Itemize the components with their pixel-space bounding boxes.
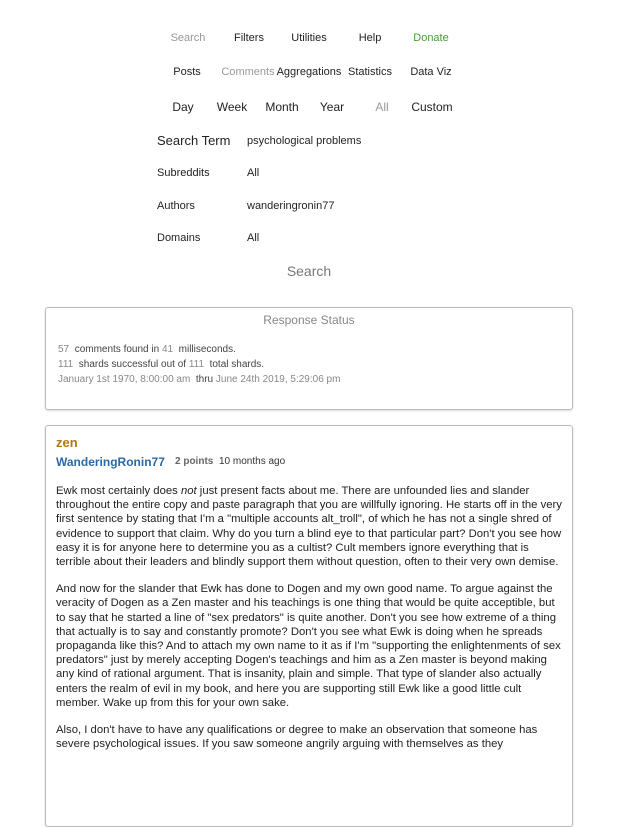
timeframe-all[interactable]: All — [375, 100, 389, 114]
status-dates-line — [58, 374, 340, 385]
domains-input[interactable]: All — [247, 232, 260, 244]
domains-label: Domains — [157, 232, 201, 244]
status-shards-line — [58, 359, 264, 370]
comment-body — [56, 484, 562, 764]
date-from: January 1st 1970, 8:00:00 am — [58, 374, 191, 385]
subreddits-label: Subreddits — [157, 167, 210, 179]
comment-author[interactable]: WanderingRonin77 — [56, 455, 165, 469]
nav-posts[interactable]: Posts — [173, 66, 201, 78]
nav-row-main — [0, 32, 618, 52]
shards-total: 111 — [188, 359, 205, 370]
nav-row-timeframe — [0, 100, 618, 120]
nav-utilities[interactable]: Utilities — [291, 32, 327, 44]
timeframe-day[interactable]: Day — [172, 100, 194, 114]
milliseconds-value: 41 — [161, 344, 174, 355]
nav-donate[interactable]: Donate — [413, 32, 449, 44]
p1-text-end: just present facts about me. There are unfounded lies and slander throughout the entire copy and paste paragraph that you are willfully ignoring. He starts off in the very first sentence by stating that I'm a "multiple accounts alt_troll", of which he has not a single shred of evidence to support that claim. Why do you turn a blind eye to that particular part? Don't you see how easy it is for anyone here to determine you as a cultist? Cult members ignore everything that is terrible about their leaders and blindly support them without question, often to their very own demise. — [56, 485, 562, 569]
timeframe-year[interactable]: Year — [319, 100, 345, 114]
p1-text-start: Ewk most certainly does — [56, 485, 181, 497]
milliseconds-text: milliseconds. — [178, 344, 236, 355]
p1-emphasis: not — [180, 485, 197, 497]
shards-text: shards successful out of — [78, 359, 187, 370]
timeframe-week[interactable]: Week — [216, 100, 248, 114]
authors-input[interactable]: wanderingronin77 — [247, 200, 335, 212]
nav-comments[interactable]: Comments — [221, 66, 275, 78]
nav-help[interactable]: Help — [358, 32, 382, 44]
comment-subreddit[interactable]: zen — [56, 435, 78, 450]
comment-paragraph-3: Also, I don't have to have any qualifications or degree to make an observation that someone has severe psychological issues. If you saw someone angrily arguing with themselves as they — [56, 724, 538, 751]
thru-text: thru — [195, 374, 214, 385]
subreddits-input[interactable]: All — [247, 167, 260, 179]
comments-count: 57 — [58, 344, 70, 355]
comment-card — [45, 425, 573, 827]
nav-statistics[interactable]: Statistics — [347, 66, 393, 78]
response-status-panel — [45, 307, 573, 410]
shards-total-text: total shards. — [209, 359, 265, 370]
timeframe-month[interactable]: Month — [265, 100, 299, 114]
authors-label: Authors — [157, 200, 195, 212]
date-to: June 24th 2019, 5:29:06 pm — [215, 374, 341, 385]
search-term-label: Search Term — [157, 133, 231, 148]
response-status-title: Response Status — [263, 313, 355, 327]
comment-paragraph-1 — [56, 484, 562, 569]
shards-success: 111 — [58, 359, 74, 370]
comment-points: 2 points — [175, 456, 214, 467]
comment-age[interactable]: 10 months ago — [219, 456, 286, 467]
nav-filters[interactable]: Filters — [234, 32, 264, 44]
timeframe-custom[interactable]: Custom — [411, 100, 453, 114]
comment-paragraph-2: And now for the slander that Ewk has done to Dogen and my own good name. To argue against the veracity of Dogen as a Zen master and his teachings is one thing that would be quite acceptible, but to say that he started a line of "sex predators" is quite another. Don't you see how extreme of a thing that actually is to say and constantly promote? Don't you see what Ewk is doing when he spreads propaganda like this? And to attach my own name to it as if I'm "supporting the enlightenments of sex predators" just by merely accepting Dogen's teachings and him as a Zen master is beyond making any kind of rational argument. That is insanity, plain and simple. That type of slander also actually enters the realm of evil in my book, and here you are supporting still Ewk like a good little cult member. Wake up from this for your own sake. — [56, 583, 561, 709]
status-comments-line — [58, 344, 236, 355]
nav-data-viz[interactable]: Data Viz — [410, 66, 452, 78]
search-button[interactable]: Search — [286, 263, 332, 279]
nav-row-type — [0, 66, 618, 86]
search-term-input[interactable]: psychological problems — [247, 135, 362, 147]
nav-aggregations[interactable]: Aggregations — [276, 66, 342, 78]
comments-found-text: comments found in — [74, 344, 160, 355]
nav-search[interactable]: Search — [170, 32, 206, 44]
